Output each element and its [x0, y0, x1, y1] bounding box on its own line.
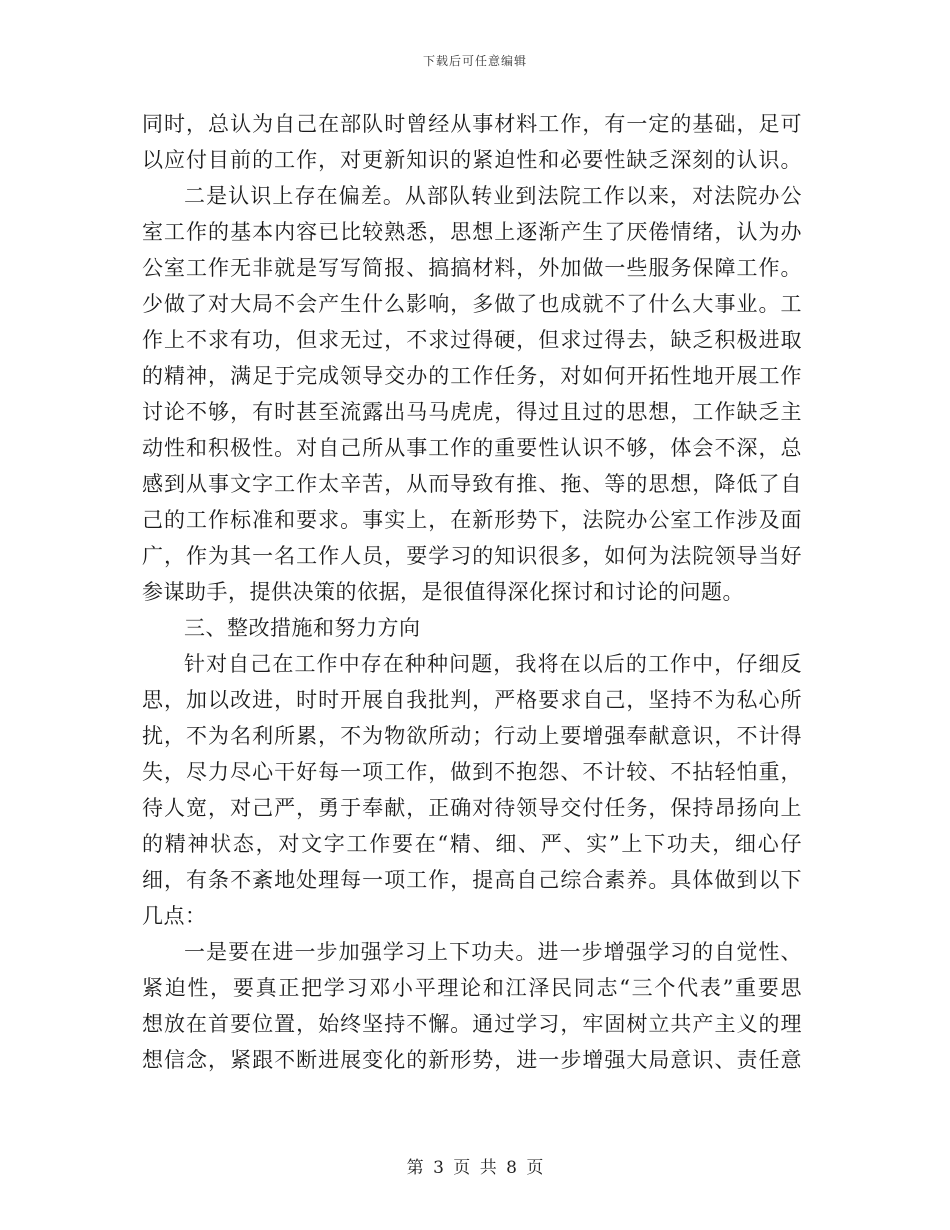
text-line: 失，尽力尽心干好每一项工作，做到不抱怨、不计较、不拈轻怕重，: [142, 760, 802, 784]
document-body: [142, 106, 802, 1078]
text-line: 以应付目前的工作，对更新知识的紧迫性和必要性缺乏深刻的认识。: [142, 148, 802, 172]
text-line: 扰，不为名利所累，不为物欲所动；行动上要增强奉献意识，不计得: [142, 724, 802, 748]
text-line: 二是认识上存在偏差。从部队转业到法院工作以来，对法院办公: [184, 184, 802, 208]
text-line: 待人宽，对己严，勇于奉献，正确对待领导交付任务，保持昂扬向上: [142, 796, 802, 820]
text-line: 己的工作标准和要求。事实上，在新形势下，法院办公室工作涉及面: [142, 508, 802, 532]
text-line: 细，有条不紊地处理每一项工作，提高自己综合素养。具体做到以下: [142, 868, 802, 892]
text-line: 讨论不够，有时甚至流露出马马虎虎，得过且过的思想，工作缺乏主: [142, 400, 802, 424]
text-line: 紧迫性，要真正把学习邓小平理论和江泽民同志“三个代表”重要思: [142, 976, 802, 1000]
text-line: 思，加以改进，时时开展自我批判，严格要求自己，坚持不为私心所: [142, 688, 802, 712]
page-header: 下载后可任意编辑: [422, 54, 527, 68]
text-line: 公室工作无非就是写写简报、搞搞材料，外加做一些服务保障工作。: [142, 256, 802, 280]
text-line: 广，作为其一名工作人员，要学习的知识很多，如何为法院领导当好: [142, 544, 802, 568]
page-number: 第 3 页 共 8 页: [406, 1158, 544, 1178]
text-line: 动性和积极性。对自己所从事工作的重要性认识不够，体会不深，总: [142, 436, 802, 460]
text-line: 想信念，紧跟不断进展变化的新形势，进一步增强大局意识、责任意: [142, 1048, 802, 1072]
text-line: 室工作的基本内容已比较熟悉，思想上逐渐产生了厌倦情绪，认为办: [142, 220, 802, 244]
text-line: 几点：: [142, 904, 207, 928]
text-line: 少做了对大局不会产生什么影响，多做了也成就不了什么大事业。工: [142, 292, 802, 316]
text-line: 的精神，满足于完成领导交办的工作任务，对如何开拓性地开展工作: [142, 364, 802, 388]
text-line: 感到从事文字工作太辛苦，从而导致有推、拖、等的思想，降低了自: [142, 472, 802, 496]
text-line: 一是要在进一步加强学习上下功夫。进一步增强学习的自觉性、: [184, 940, 802, 964]
text-line: 同时，总认为自己在部队时曾经从事材料工作，有一定的基础，足可: [142, 112, 802, 136]
text-line: 的精神状态，对文字工作要在“精、细、严、实”上下功夫，细心仔: [142, 832, 802, 856]
text-line: 针对自己在工作中存在种种问题，我将在以后的工作中，仔细反: [184, 652, 802, 676]
text-line: 作上不求有功，但求无过，不求过得硬，但求过得去，缺乏积极进取: [142, 328, 802, 352]
text-line: 想放在首要位置，始终坚持不懈。通过学习，牢固树立共产主义的理: [142, 1012, 802, 1036]
text-line: 三、整改措施和努力方向: [184, 616, 421, 640]
text-line: 参谋助手，提供决策的依据，是很值得深化探讨和讨论的问题。: [142, 580, 744, 604]
